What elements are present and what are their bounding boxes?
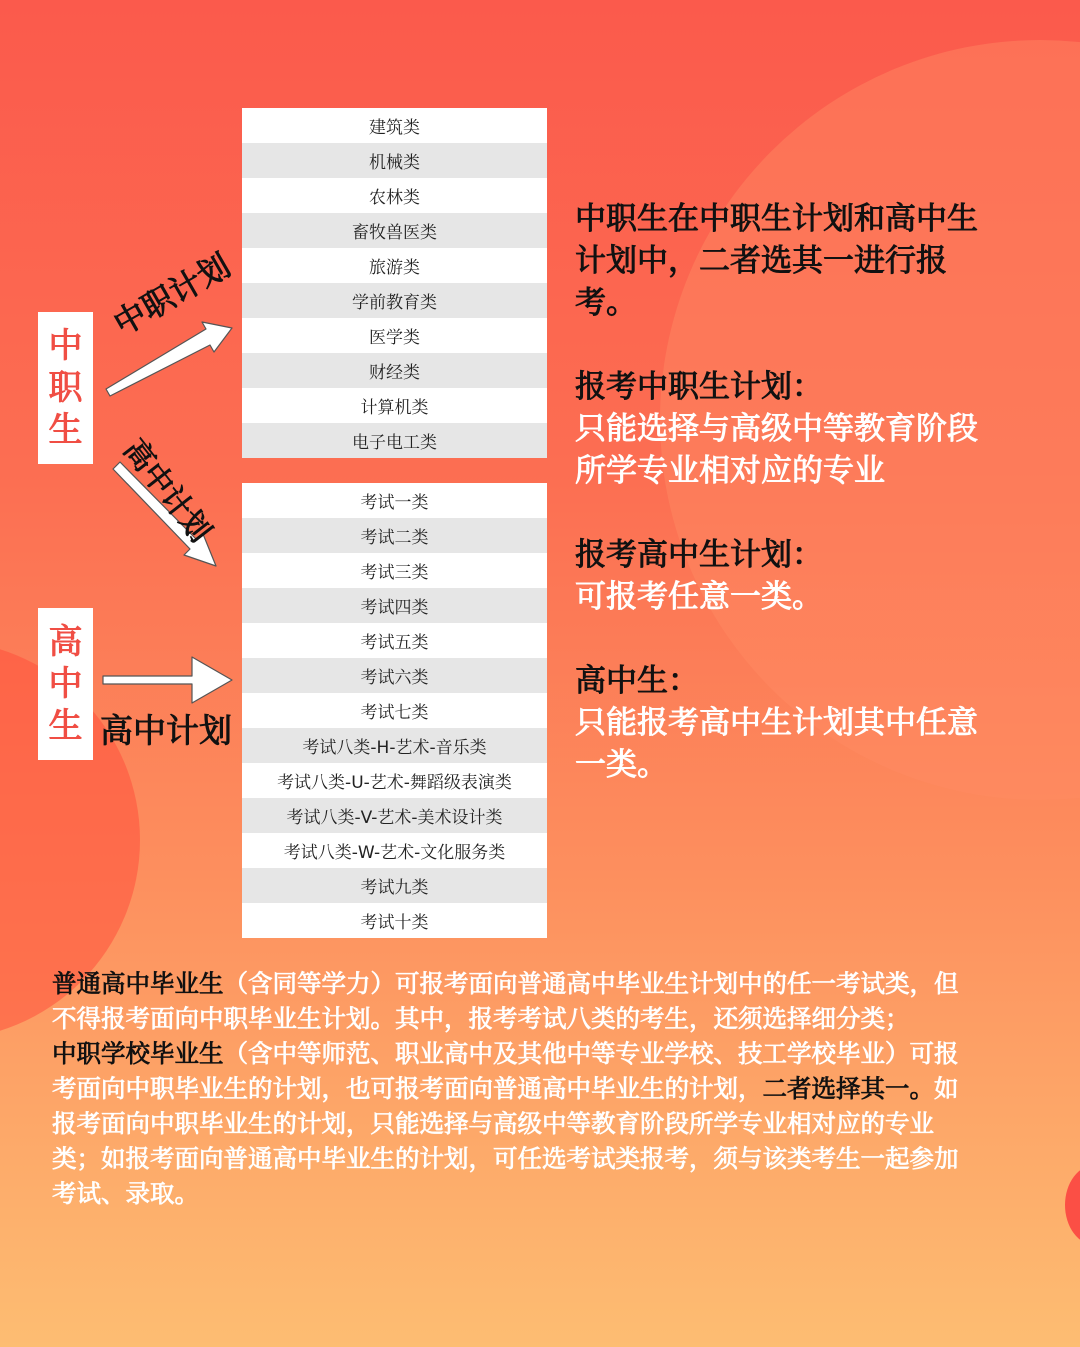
list-item: 电子电工类 xyxy=(242,423,547,458)
label-gaozhong-plan: 高中计划 xyxy=(100,711,232,750)
list-item: 考试八类-V-艺术-美术设计类 xyxy=(242,798,547,833)
gaozhong-category-list xyxy=(242,483,547,938)
box-char: 中 xyxy=(48,664,83,704)
note-title: 报考高中生计划： xyxy=(575,537,823,573)
note-text: 只能选择与高级中等教育阶段所学专业相对应的专业 xyxy=(575,411,978,489)
note-text: 中职生在中职生计划和高中生计划中，二者选其一进行报考。 xyxy=(575,201,978,321)
list-item: 考试八类-W-艺术-文化服务类 xyxy=(283,843,506,863)
list-item: 学前教育类 xyxy=(242,283,547,318)
note-title: 高中生： xyxy=(575,663,699,699)
list-item: 考试八类-U-艺术-舞蹈级表演类 xyxy=(277,773,512,793)
list-item: 考试三类 xyxy=(360,563,429,583)
list-item: 考试一类 xyxy=(360,493,429,513)
paragraph-text: 如报考面向中职毕业生的计划，只能选择与高级中等教育阶段所学专业相对应的专业类；如报考面向普通高中毕业生的计划，可任选考试类报考，须与该类考生一起参加考试、录取。 xyxy=(52,1074,959,1208)
list-item: 医学类 xyxy=(369,328,420,348)
paragraph-text: （含同等学力）可报考面向普通高中毕业生计划中的任一考试类，但不得报考面向中职毕业生计划。其中，报考考试八类的考生，还须选择细分类； xyxy=(52,969,959,1033)
paragraph-key: 普通高中毕业生 xyxy=(52,969,224,998)
box-char: 职 xyxy=(48,368,83,408)
paragraph-key: 中职学校毕业生 xyxy=(52,1039,224,1068)
box-char: 生 xyxy=(48,706,83,746)
note-overview xyxy=(575,198,995,324)
list-item: 考试六类 xyxy=(242,658,547,693)
arrows xyxy=(0,0,240,800)
zhongzhi-category-list xyxy=(242,108,547,458)
list-item: 考试二类 xyxy=(242,518,547,553)
bottom-explanation xyxy=(52,966,982,1211)
list-item: 考试七类 xyxy=(360,703,429,723)
list-item: 考试五类 xyxy=(360,633,429,653)
arrow-right-icon xyxy=(103,657,232,703)
list-item: 计算机类 xyxy=(360,398,429,418)
list-item: 考试九类 xyxy=(242,868,547,903)
list-item: 畜牧兽医类 xyxy=(242,213,547,248)
list-item: 农林类 xyxy=(369,188,420,208)
paragraph-gaozhong xyxy=(52,966,982,1036)
list-item: 旅游类 xyxy=(369,258,420,278)
box-char: 高 xyxy=(48,622,83,662)
label-gaozhong-plan-diagonal: 高中计划 xyxy=(116,432,218,550)
note-gaozhong-student xyxy=(575,660,995,786)
paragraph-zhongzhi xyxy=(52,1036,982,1211)
note-title: 报考中职生计划： xyxy=(575,369,823,405)
decor-circle xyxy=(1065,1165,1080,1245)
box-char: 生 xyxy=(48,410,83,450)
note-text: 只能报考高中生计划其中任意一类。 xyxy=(575,705,978,783)
list-item: 建筑类 xyxy=(369,118,420,138)
box-char: 中 xyxy=(48,326,83,366)
note-zhongzhi-plan xyxy=(575,366,995,492)
paragraph-text: （含中等师范、职业高中及其他中等专业学校、技工学校毕业）可报考面向中职毕业生的计划，也可报考面向普通高中毕业生的计划， xyxy=(52,1039,959,1103)
list-item: 机械类 xyxy=(242,143,547,178)
list-item: 财经类 xyxy=(242,353,547,388)
paragraph-key: 二者选择其一。 xyxy=(762,1074,934,1103)
list-item: 考试四类 xyxy=(242,588,547,623)
note-text: 可报考任意一类。 xyxy=(575,579,823,615)
label-zhongzhi-plan: 中职计划 xyxy=(107,246,237,344)
list-item: 考试八类-H-艺术-音乐类 xyxy=(242,728,547,763)
note-gaozhong-plan xyxy=(575,534,995,618)
list-item: 考试十类 xyxy=(360,913,429,933)
